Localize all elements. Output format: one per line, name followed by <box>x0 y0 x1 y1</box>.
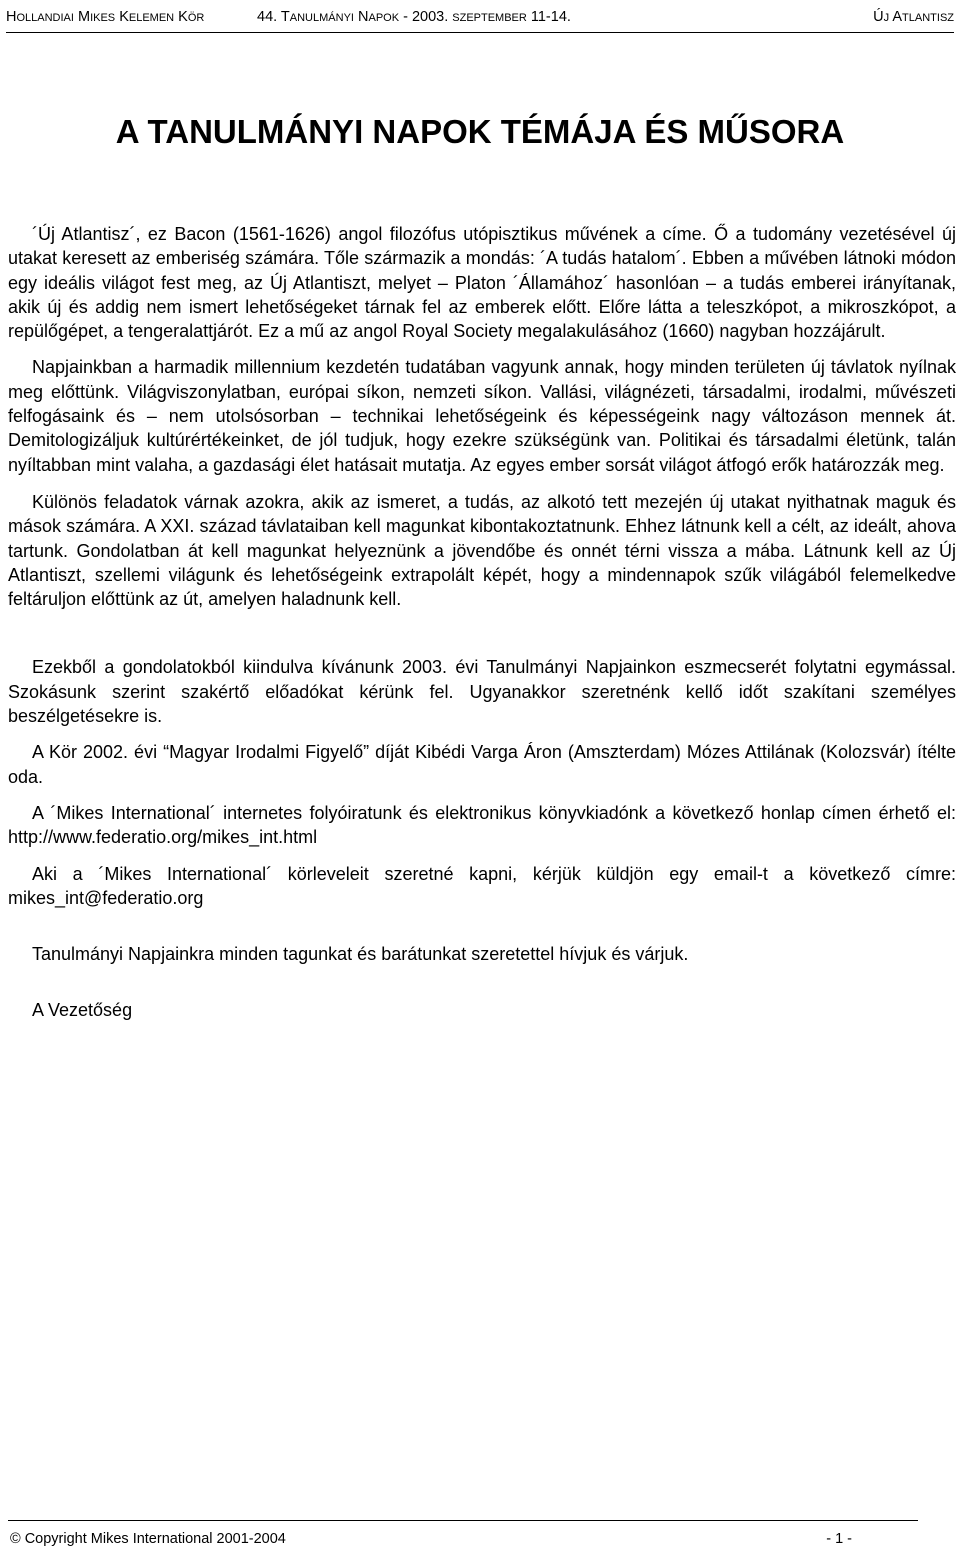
header-theme: ÚJ ATLANTISZ <box>873 9 954 25</box>
header-organization: HOLLANDIAI MIKES KELEMEN KÖR <box>6 9 205 25</box>
paragraph-invitation: Tanulmányi Napjainkra minden tagunkat és barátunkat szeretettel hívjuk és várjuk. <box>32 944 689 965</box>
footer-page-number: - 1 - <box>826 1531 852 1547</box>
paragraph-website: A ´Mikes International´ internetes folyóiratunk és elektronikus könyvkiadónk a következő honlap címen érhető el: http://www.federatio.org/mikes_int.html <box>8 802 956 848</box>
paragraph-bacon: ´Új Atlantisz´, ez Bacon (1561-1626) angol filozófus utópisztikus művének a címe. Ő a tudomány vezetésével új utakat keresett az emberiség számára. Tőle származik a mondás: ´A tudás hatalom´. Ebben a művében látnoki módon egy ideális világot fest meg, az Új Atlantiszt, melyet – Platon ´Államához´ hasonlóan – a tudás emberei irányítanak, akik új és addig nem ismert lehetőségeket tárnak fel az emberek előtt. Előre látta a teleszkópot, a mikroszkópot, a repülőgépet, a tengeralattjárót. Ez a mű az angol Royal Society megalakulásához (1660) nagyban hozzájárult. <box>8 224 956 342</box>
page-footer <box>8 1520 952 1550</box>
paragraph-award: A Kör 2002. évi “Magyar Irodalmi Figyelő” díját Kibédi Varga Áron (Amszterdam) Mózes Attilának (Kolozsvár) ítélte oda. <box>8 742 956 787</box>
page-header <box>6 6 954 33</box>
signature-leadership: A Vezetőség <box>32 1000 133 1021</box>
header-event: 44. TANULMÁNYI NAPOK - 2003. SZEPTEMBER 11-14. <box>257 9 571 25</box>
footer-divider <box>8 1520 918 1521</box>
page-title: A TANULMÁNYI NAPOK TÉMÁJA ÉS MŰSORA <box>115 113 845 150</box>
paragraph-newsletter: Aki a ´Mikes International´ körleveleit szeretné kapni, kérjük küldjön egy email-t a következő címre: mikes_int@federatio.org <box>8 863 956 908</box>
document-body <box>8 222 956 1035</box>
paragraph-millennium: Napjainkban a harmadik millennium kezdetén tudatában vagyunk annak, hogy minden területen új távlatok nyílnak meg előttünk. Világviszonylatban, európai síkon, nemzeti síkon. Vallási, világnézeti, társadalmi, irodalmi, művészeti felfogásaink és – nem utolsósorban – technikai lehetőségeink és képességeink nagy változáson mennek át. Demitologizáljuk kultúrértékeinket, de jól tudjuk, hogy ezekre szükségünk van. Politikai és társadalmi életünk, talán nyíltabban mint valaha, a gazdasági élet hatásait mutatja. Az egyes ember sorsát világot átfogó erők határozzák meg. <box>8 357 956 475</box>
paragraph-study-days: Ezekből a gondolatokból kiindulva kívánunk 2003. évi Tanulmányi Napjainkon eszmecserét folytatni egymással. Szokásunk szerint szakértő előadókat kérünk fel. Ugyanakkor szeretnénk kellő időt szakítani személyes beszélgetésekre is. <box>8 657 956 727</box>
footer-copyright: © Copyright Mikes International 2001-2004 <box>10 1531 286 1547</box>
paragraph-tasks: Különös feladatok várnak azokra, akik az ismeret, a tudás, az alkotó tett mezején új utakat nyithatnak maguk és mások számára. A XXI. század távlataiban kell magunkat kibontakoztatnunk. Ehhez látnunk kell a célt, az ideált, ahova tartunk. Gondolatban át kell magunkat helyeznünk a jövendőbe és onnét térni vissza a mába. Látnunk kell az Új Atlantiszt, szellemi világunk és lehetőségeink extrapolált képét, hogy a mindennapok szűk világából felemelkedve feltáruljon előttünk az út, amelyen haladnunk kell. <box>8 491 956 610</box>
